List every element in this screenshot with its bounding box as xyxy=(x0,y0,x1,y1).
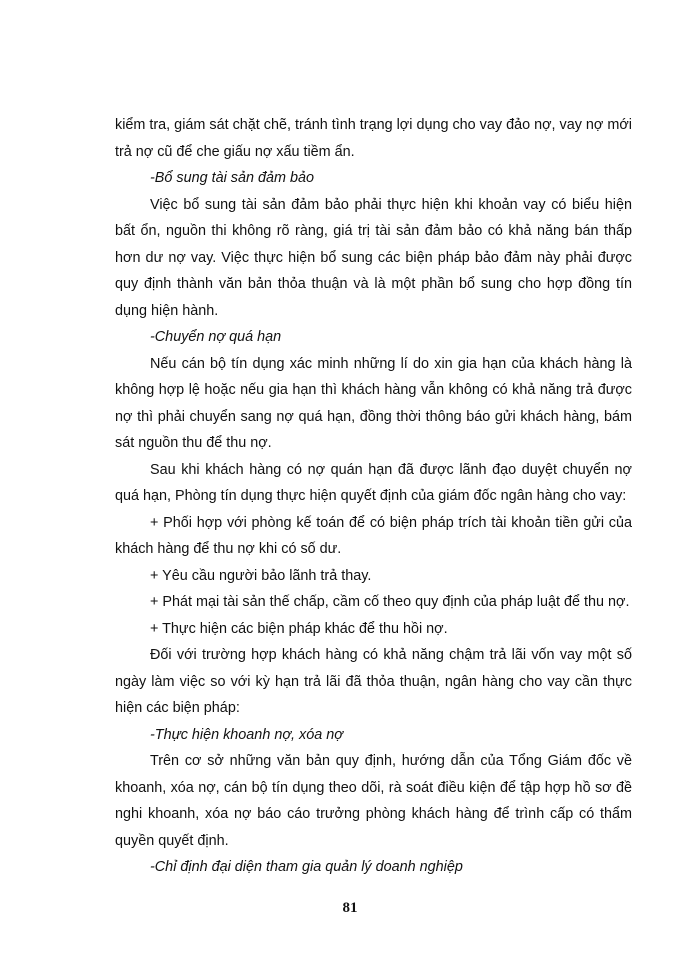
paragraph: + Thực hiện các biện pháp khác để thu hồi nợ. xyxy=(150,620,448,637)
paragraph: + Phát mại tài sản thế chấp, cầm cố theo quy định của pháp luật để thu nợ. xyxy=(150,594,630,610)
paragraph: Nếu cán bộ tín dụng xác minh những lí do xin gia hạn của khách hàng là không hợp lệ hoặc nếu gia hạn thì khách hàng vẫn không có khả năng trả được nợ thì phải chuyển sang nợ quá hạn, đồng thời thông báo gửi khách hàng, bám sát nguồn thu để thu nợ. xyxy=(115,355,632,451)
page-body xyxy=(115,112,632,881)
page-number: 81 xyxy=(342,900,358,916)
paragraph: kiểm tra, giám sát chặt chẽ, tránh tình trạng lợi dụng cho vay đảo nợ, vay nợ mới trả nợ cũ để che giấu nợ xấu tiềm ẩn. xyxy=(115,117,632,160)
paragraph: + Yêu cầu người bảo lãnh trả thay. xyxy=(150,567,372,584)
paragraph: Đối với trường hợp khách hàng có khả năng chậm trả lãi vốn vay một số ngày làm việc so với kỳ hạn trả lãi đã thỏa thuận, ngân hàng cho vay cần thực hiện các biện pháp: xyxy=(115,647,632,716)
paragraph: Sau khi khách hàng có nợ quán hạn đã được lãnh đạo duyệt chuyển nợ quá hạn, Phòng tín dụng thực hiện quyết định của giám đốc ngân hàng cho vay: xyxy=(115,461,632,504)
section-heading: -Chỉ định đại diện tham gia quản lý doanh nghiệp xyxy=(150,859,463,875)
paragraph: Việc bổ sung tài sản đảm bảo phải thực hiện khi khoản vay có biểu hiện bất ổn, nguồn thi không rõ ràng, giá trị tài sản đảm bảo có khả năng bán thấp hơn dư nợ vay. Việc thực hiện bổ sung các biện pháp bảo đảm này phải được quy định thành văn bản thỏa thuận và là một phần bổ sung cho hợp đồng tín dụng hiện hành. xyxy=(115,196,632,319)
paragraph: Trên cơ sở những văn bản quy định, hướng dẫn của Tổng Giám đốc về khoanh, xóa nợ, cán bộ tín dụng theo dõi, rà soát điều kiện để tập hợp hồ sơ đề nghi khoanh, xóa nợ báo cáo trưởng phòng khách hàng để trình cấp có thẩm quyền quyết định. xyxy=(115,753,632,849)
section-heading: -Chuyển nợ quá hạn xyxy=(150,329,282,345)
section-heading: -Bổ sung tài sản đảm bảo xyxy=(150,170,314,186)
paragraph: + Phối hợp với phòng kế toán để có biện pháp trích tài khoản tiền gửi của khách hàng để thu nợ khi có số dư. xyxy=(115,514,632,557)
section-heading: -Thực hiện khoanh nợ, xóa nợ xyxy=(150,726,343,743)
